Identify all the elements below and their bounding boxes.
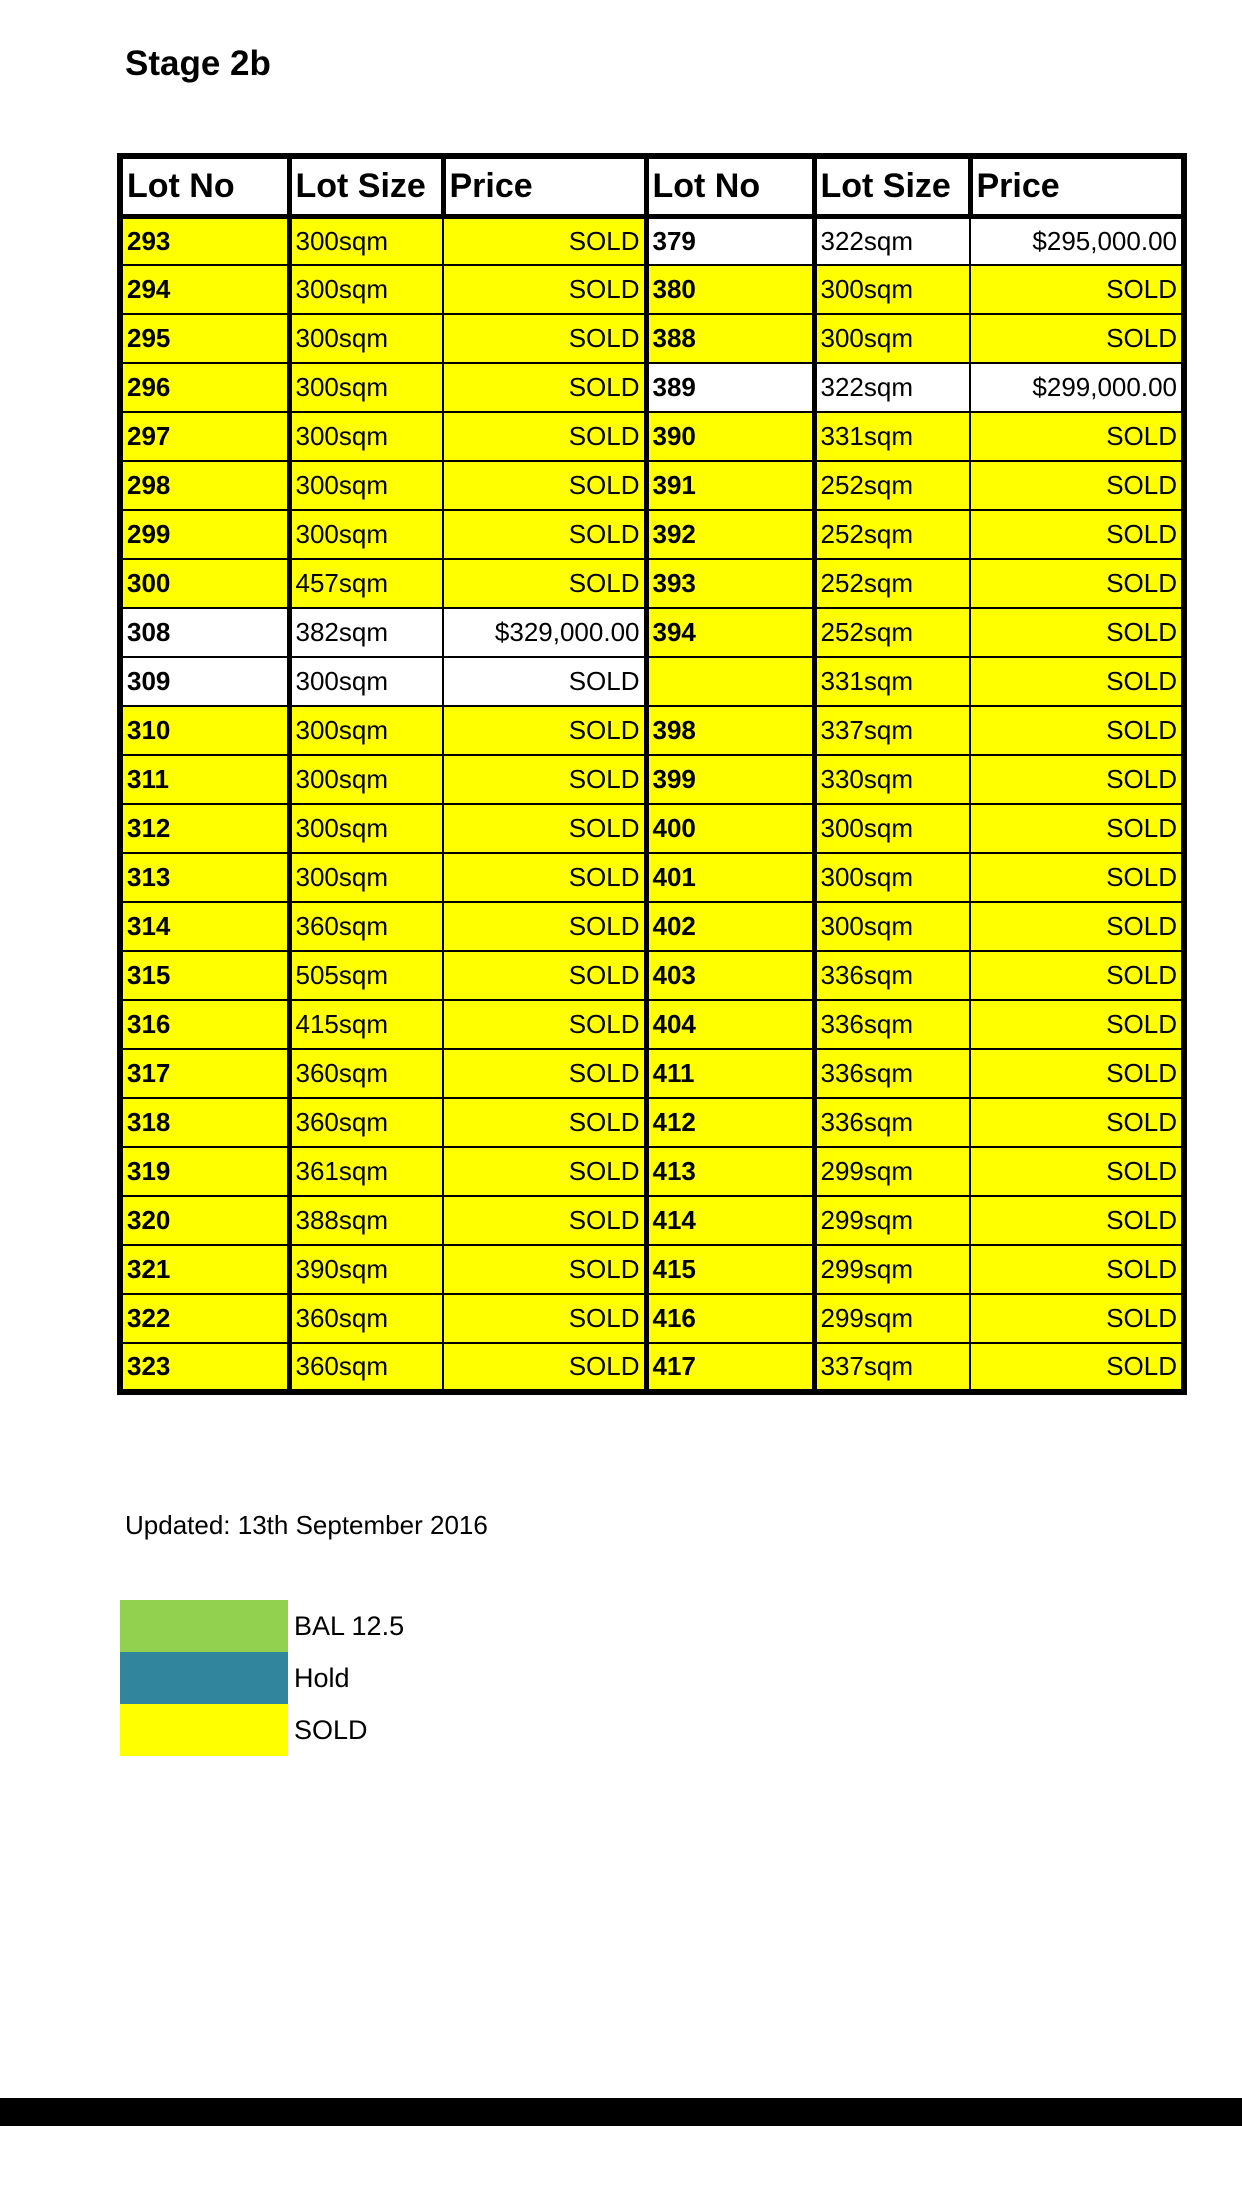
lot-size-cell: 252sqm [814, 559, 970, 608]
lot-no-cell: 404 [646, 1000, 814, 1049]
table-row [120, 1294, 1184, 1343]
lot-no-cell: 380 [646, 265, 814, 314]
lot-size-cell: 360sqm [289, 1098, 443, 1147]
lot-size-cell: 300sqm [814, 853, 970, 902]
price-cell: SOLD [443, 314, 646, 363]
lot-no-cell: 411 [646, 1049, 814, 1098]
legend-swatch [120, 1652, 288, 1704]
lot-no-cell: 317 [120, 1049, 289, 1098]
lot-size-cell: 300sqm [814, 265, 970, 314]
lot-no-cell: 316 [120, 1000, 289, 1049]
lot-size-cell: 337sqm [814, 1343, 970, 1392]
lot-no-cell: 315 [120, 951, 289, 1000]
price-cell: SOLD [443, 1098, 646, 1147]
table-row [120, 1343, 1184, 1392]
lot-no-cell: 413 [646, 1147, 814, 1196]
price-cell: SOLD [970, 461, 1184, 510]
lot-no-cell: 309 [120, 657, 289, 706]
lot-no-cell: 389 [646, 363, 814, 412]
lot-no-cell: 321 [120, 1245, 289, 1294]
page-title: Stage 2b [125, 44, 271, 83]
lot-size-cell: 300sqm [289, 314, 443, 363]
footer-bar [0, 2098, 1242, 2126]
price-cell: SOLD [970, 1049, 1184, 1098]
price-cell: SOLD [970, 706, 1184, 755]
lot-no-cell: 399 [646, 755, 814, 804]
price-cell: SOLD [443, 657, 646, 706]
price-cell: $295,000.00 [970, 216, 1184, 265]
table-row [120, 902, 1184, 951]
legend-item [120, 1600, 404, 1652]
lot-no-cell [646, 657, 814, 706]
header-lot-size: Lot Size [289, 156, 443, 216]
lot-no-cell: 296 [120, 363, 289, 412]
price-cell: SOLD [970, 902, 1184, 951]
lot-size-cell: 415sqm [289, 1000, 443, 1049]
lot-size-cell: 336sqm [814, 951, 970, 1000]
lot-size-cell: 300sqm [814, 804, 970, 853]
lot-size-cell: 299sqm [814, 1294, 970, 1343]
lot-no-cell: 300 [120, 559, 289, 608]
legend-item [120, 1652, 404, 1704]
lot-no-cell: 379 [646, 216, 814, 265]
table-row [120, 461, 1184, 510]
lot-size-cell: 300sqm [289, 657, 443, 706]
lot-size-cell: 382sqm [289, 608, 443, 657]
lot-size-cell: 336sqm [814, 1098, 970, 1147]
lot-size-cell: 252sqm [814, 510, 970, 559]
lot-no-cell: 311 [120, 755, 289, 804]
price-cell: SOLD [970, 314, 1184, 363]
lot-no-cell: 319 [120, 1147, 289, 1196]
table-row [120, 1147, 1184, 1196]
price-cell: SOLD [970, 608, 1184, 657]
lot-no-cell: 295 [120, 314, 289, 363]
lot-size-cell: 300sqm [289, 706, 443, 755]
price-cell: SOLD [443, 902, 646, 951]
price-cell: SOLD [970, 559, 1184, 608]
lot-size-cell: 336sqm [814, 1049, 970, 1098]
price-cell: $329,000.00 [443, 608, 646, 657]
lot-size-cell: 331sqm [814, 657, 970, 706]
price-cell: SOLD [970, 1245, 1184, 1294]
table-row [120, 1098, 1184, 1147]
price-cell: SOLD [443, 265, 646, 314]
lot-size-cell: 388sqm [289, 1196, 443, 1245]
lot-no-cell: 415 [646, 1245, 814, 1294]
price-cell: SOLD [970, 510, 1184, 559]
header-lot-no: Lot No [646, 156, 814, 216]
lot-size-cell: 300sqm [289, 363, 443, 412]
price-cell: SOLD [443, 216, 646, 265]
lot-size-cell: 457sqm [289, 559, 443, 608]
table-row [120, 1000, 1184, 1049]
lot-no-cell: 322 [120, 1294, 289, 1343]
lot-no-cell: 314 [120, 902, 289, 951]
price-cell: SOLD [970, 804, 1184, 853]
table-row [120, 706, 1184, 755]
table-row [120, 1049, 1184, 1098]
lot-no-cell: 294 [120, 265, 289, 314]
lot-size-cell: 252sqm [814, 461, 970, 510]
header-price: Price [443, 156, 646, 216]
lot-no-cell: 416 [646, 1294, 814, 1343]
lot-size-cell: 361sqm [289, 1147, 443, 1196]
lot-no-cell: 318 [120, 1098, 289, 1147]
lot-size-cell: 300sqm [289, 853, 443, 902]
lot-no-cell: 312 [120, 804, 289, 853]
updated-date: Updated: 13th September 2016 [125, 1510, 488, 1540]
lot-size-cell: 322sqm [814, 363, 970, 412]
price-cell: SOLD [443, 461, 646, 510]
price-cell: SOLD [443, 706, 646, 755]
lot-no-cell: 403 [646, 951, 814, 1000]
lot-no-cell: 398 [646, 706, 814, 755]
legend-swatch [120, 1600, 288, 1652]
lot-size-cell: 360sqm [289, 1294, 443, 1343]
lot-size-cell: 336sqm [814, 1000, 970, 1049]
price-cell: SOLD [443, 363, 646, 412]
price-cell: SOLD [443, 951, 646, 1000]
price-cell: SOLD [970, 1294, 1184, 1343]
table-row [120, 510, 1184, 559]
lot-no-cell: 392 [646, 510, 814, 559]
price-cell: SOLD [443, 853, 646, 902]
price-cell: SOLD [970, 755, 1184, 804]
price-cell: SOLD [970, 1196, 1184, 1245]
lot-size-cell: 300sqm [289, 461, 443, 510]
table-row [120, 314, 1184, 363]
price-cell: SOLD [443, 1196, 646, 1245]
lot-no-cell: 414 [646, 1196, 814, 1245]
table-row [120, 804, 1184, 853]
table-row [120, 216, 1184, 265]
legend-swatch [120, 1704, 288, 1756]
lot-size-cell: 331sqm [814, 412, 970, 461]
price-cell: SOLD [970, 853, 1184, 902]
legend [120, 1600, 404, 1756]
price-cell: SOLD [443, 1049, 646, 1098]
price-cell: SOLD [970, 657, 1184, 706]
lot-size-cell: 300sqm [814, 314, 970, 363]
lot-size-cell: 300sqm [814, 902, 970, 951]
legend-label: BAL 12.5 [294, 1610, 405, 1641]
price-cell: SOLD [970, 1343, 1184, 1392]
price-cell: SOLD [443, 1343, 646, 1392]
lot-size-cell: 300sqm [289, 412, 443, 461]
price-cell: $299,000.00 [970, 363, 1184, 412]
price-cell: SOLD [443, 559, 646, 608]
lot-no-cell: 310 [120, 706, 289, 755]
price-cell: SOLD [970, 1098, 1184, 1147]
price-cell: SOLD [970, 265, 1184, 314]
table-row [120, 559, 1184, 608]
lot-size-cell: 299sqm [814, 1196, 970, 1245]
lot-no-cell: 402 [646, 902, 814, 951]
table-header-row [120, 156, 1184, 216]
price-cell: SOLD [443, 1294, 646, 1343]
price-cell: SOLD [443, 412, 646, 461]
lot-size-cell: 360sqm [289, 1049, 443, 1098]
price-cell: SOLD [443, 804, 646, 853]
table-row [120, 608, 1184, 657]
lot-no-cell: 323 [120, 1343, 289, 1392]
lot-size-cell: 252sqm [814, 608, 970, 657]
lot-size-cell: 299sqm [814, 1147, 970, 1196]
lot-no-cell: 293 [120, 216, 289, 265]
lot-size-cell: 300sqm [289, 216, 443, 265]
lot-no-cell: 400 [646, 804, 814, 853]
lot-size-cell: 299sqm [814, 1245, 970, 1294]
lot-size-cell: 360sqm [289, 1343, 443, 1392]
legend-item [120, 1704, 404, 1756]
lot-size-cell: 505sqm [289, 951, 443, 1000]
lot-size-cell: 300sqm [289, 265, 443, 314]
table-row [120, 657, 1184, 706]
price-cell: SOLD [443, 1245, 646, 1294]
lot-table-body [120, 216, 1184, 1392]
lot-size-cell: 330sqm [814, 755, 970, 804]
lot-table [117, 153, 1187, 1395]
table-row [120, 951, 1184, 1000]
legend-label: Hold [294, 1662, 350, 1693]
price-cell: SOLD [443, 510, 646, 559]
header-price: Price [970, 156, 1184, 216]
lot-no-cell: 308 [120, 608, 289, 657]
lot-no-cell: 390 [646, 412, 814, 461]
lot-no-cell: 417 [646, 1343, 814, 1392]
lot-size-cell: 300sqm [289, 755, 443, 804]
legend-label: SOLD [294, 1714, 368, 1745]
lot-size-cell: 300sqm [289, 510, 443, 559]
lot-no-cell: 298 [120, 461, 289, 510]
table-row [120, 265, 1184, 314]
header-lot-no: Lot No [120, 156, 289, 216]
lot-no-cell: 412 [646, 1098, 814, 1147]
table-row [120, 853, 1184, 902]
price-cell: SOLD [970, 412, 1184, 461]
lot-no-cell: 393 [646, 559, 814, 608]
lot-no-cell: 313 [120, 853, 289, 902]
lot-no-cell: 394 [646, 608, 814, 657]
price-cell: SOLD [443, 1147, 646, 1196]
lot-no-cell: 320 [120, 1196, 289, 1245]
price-cell: SOLD [970, 1000, 1184, 1049]
price-cell: SOLD [970, 1147, 1184, 1196]
table-row [120, 1196, 1184, 1245]
price-cell: SOLD [443, 1000, 646, 1049]
lot-no-cell: 297 [120, 412, 289, 461]
lot-no-cell: 388 [646, 314, 814, 363]
lot-size-cell: 300sqm [289, 804, 443, 853]
price-cell: SOLD [970, 951, 1184, 1000]
table-row [120, 412, 1184, 461]
lot-size-cell: 360sqm [289, 902, 443, 951]
price-cell: SOLD [443, 755, 646, 804]
lot-size-cell: 322sqm [814, 216, 970, 265]
table-row [120, 1245, 1184, 1294]
table-row [120, 755, 1184, 804]
lot-no-cell: 391 [646, 461, 814, 510]
lot-size-cell: 390sqm [289, 1245, 443, 1294]
table-row [120, 363, 1184, 412]
lot-no-cell: 299 [120, 510, 289, 559]
lot-no-cell: 401 [646, 853, 814, 902]
lot-size-cell: 337sqm [814, 706, 970, 755]
header-lot-size: Lot Size [814, 156, 970, 216]
